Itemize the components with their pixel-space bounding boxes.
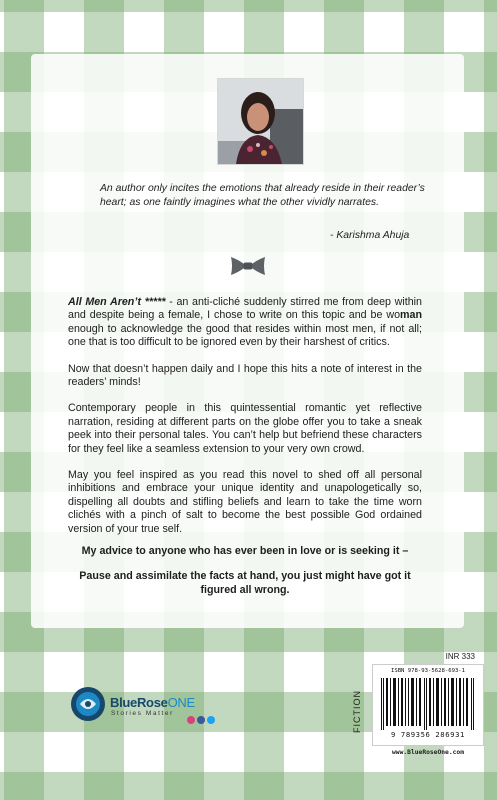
publisher-logo-block [70, 686, 230, 726]
book-title: All Men Aren’t ***** [68, 296, 166, 308]
advice-line-2: Pause and assimilate the facts at hand, you just might have got it figured all wrong. [79, 570, 411, 596]
barcode [372, 664, 484, 746]
price-label: INR 333 [445, 652, 475, 661]
blurb-paragraph-2: Now that doesn’t happen daily and I hope this hits a note of interest in the readers’ minds! [68, 362, 422, 389]
barcode-digits: 9 789356 286931 [391, 730, 465, 739]
blurb-paragraph-4: May you feel inspired as you read this novel to shed off all personal inhibitions and embrace your unique identity and unapologetically so, dispelling all doubts and stifling beliefs and learn to take the time worn clichés with a pinch of salt to become the best possible God ordained version of your true self. [68, 469, 422, 535]
facebook-icon [197, 716, 205, 724]
blurb-p1-text-b: enough to acknowledge the good that resides within most men, if not all; one that is too difficult to be ignored even by their harshest of critics. [68, 322, 422, 349]
blurb-text [68, 296, 422, 549]
blurb-p1-text-a: - an anti-cliché suddenly stirred me from deep within and despite being a female, I chose to write on this topic and be wo [68, 296, 422, 322]
publisher-tagline: Stories Matter [111, 710, 174, 717]
publisher-name [110, 695, 195, 710]
publisher-name-part1: BlueRose [110, 695, 168, 710]
quote-attribution: - Karishma Ahuja [330, 230, 410, 241]
bowtie-icon [230, 254, 266, 283]
instagram-icon [187, 716, 195, 724]
isbn-text: ISBN 978-93-5628-693-1 [390, 668, 466, 674]
blurb-p1-emphasis: man [400, 309, 422, 322]
blurb-paragraph-1 [68, 296, 422, 350]
author-quote: An author only incites the emotions that already reside in their reader’s heart; as one faintly imagines what the other vividly narrates. [100, 183, 425, 208]
author-photo [217, 78, 304, 165]
bluerose-logo-icon [70, 686, 106, 722]
publisher-website: www.BlueRoseOne.com [391, 749, 465, 756]
social-icons [187, 716, 217, 724]
twitter-icon [207, 716, 215, 724]
publisher-name-part2: ONE [167, 695, 195, 710]
advice-line-1: My advice to anyone who has ever been in love or is seeking it – [81, 545, 409, 557]
barcode-bars [379, 678, 477, 730]
blurb-paragraph-3: Contemporary people in this quintessential romantic yet reflective narration, residing at different parts on the globe offer you to take a sneak peek into their personal tales. You can’t help but befriend these characters for they feel like a seamless extension to your very own crowd. [68, 402, 422, 455]
genre-label: FICTION [352, 690, 362, 733]
advice-block [68, 545, 422, 609]
